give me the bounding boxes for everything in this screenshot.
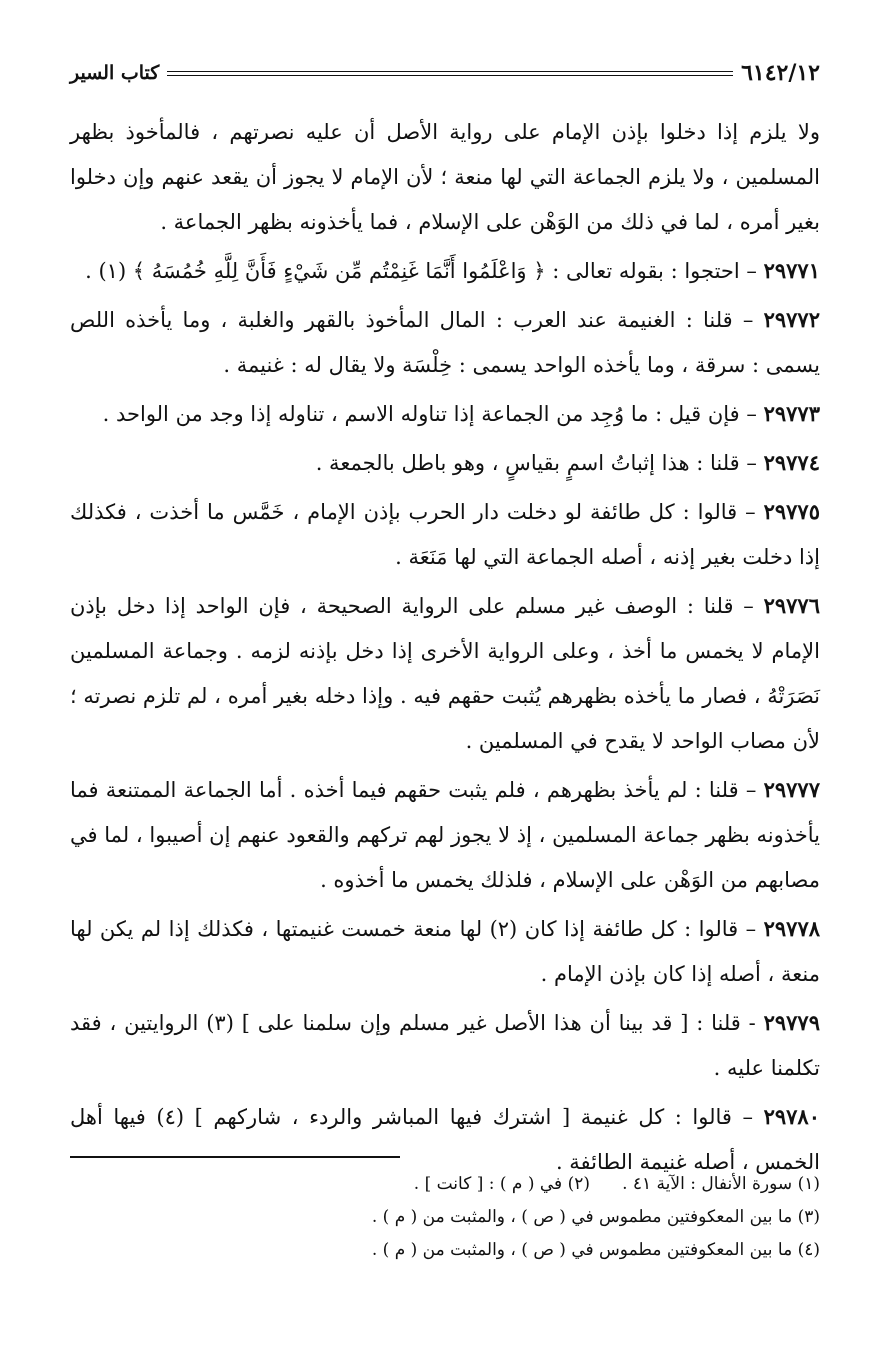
footnote-1: (١) سورة الأنفال : الآية ٤١ . — [622, 1174, 820, 1194]
paragraph — [70, 583, 820, 764]
footnote-3: (٣) ما بين المعكوفتين مطموس في ( ص ) ، والمثبت من ( م ) . — [371, 1207, 820, 1227]
paragraph — [70, 1000, 820, 1091]
footnotes — [70, 1168, 820, 1267]
paragraph-number: ٢٩٧٧٨ — [763, 916, 821, 941]
book-page — [70, 56, 821, 1260]
paragraph-text: – احتجوا : بقوله تعالى : ﴿ وَاعْلَمُوا أَنَّمَا غَنِمْتُم مِّن شَيْءٍ فَأَنَّ لِلَّهِ خُمُسَهُ ﴾ (١) . — [85, 259, 757, 283]
footnote-4: (٤) ما بين المعكوفتين مطموس في ( ص ) ، والمثبت من ( م ) . — [371, 1240, 820, 1260]
paragraph — [70, 440, 820, 486]
footnote-2: (٢) في ( م ) : [ كانت ] . — [413, 1174, 590, 1194]
body-text — [70, 110, 820, 1185]
book-title: كتاب السير — [70, 62, 160, 84]
paragraph-number: ٢٩٧٨٠ — [763, 1104, 820, 1129]
paragraph — [70, 248, 820, 294]
paragraph-text: – قلنا : الوصف غير مسلم على الرواية الصحيحة ، فإن الواحد إذا دخل بإذن الإمام لا يخمس ما أخذ ، وعلى الرواية الأخرى إذا دخل بإذنه لزمه . وجماعة المسلمين نَصَرَتْهُ ، فصار ما يأخذه بظهرهم يُثبت حقهم فيه . وإذا دخله بغير أمره ، لم تلزم نصرته ؛ لأن مصاب الواحد لا يقدح في المسلمين . — [70, 594, 820, 753]
page-number: ٦١٤٢/١٢ — [741, 60, 820, 86]
paragraph-text: – فإن قيل : ما وُجِد من الجماعة إذا تناوله الاسم ، تناوله إذا وجد من الواحد . — [102, 402, 757, 426]
paragraph — [70, 767, 820, 903]
paragraph-number: ٢٩٧٧٤ — [763, 450, 820, 475]
footnote-row — [70, 1201, 820, 1234]
paragraph — [70, 297, 820, 388]
paragraph-number: ٢٩٧٧٢ — [763, 307, 820, 332]
paragraph — [70, 489, 820, 580]
paragraph-number: ٢٩٧٧٧ — [763, 777, 820, 802]
paragraph-text: – قلنا : الغنيمة عند العرب : المال المأخوذ بالقهر والغلبة ، وما يأخذه اللص يسمى : سرقة ، وما يأخذه الواحد يسمى : خِلْسَة ولا يقال له : غنيمة . — [70, 308, 820, 377]
footnote-row — [70, 1168, 820, 1201]
paragraph-text: – قالوا : كل طائفة إذا كان (٢) لها منعة خمست غنيمتها ، فكذلك إذا لم يكن لها منعة ، أصله إذا كان بإذن الإمام . — [70, 917, 820, 986]
paragraph — [70, 906, 820, 997]
paragraph-text: – قالوا : كل طائفة لو دخلت دار الحرب بإذن الإمام ، خَمَّس ما أخذت ، فكذلك إذا دخلت بغير إذنه ، أصله الجماعة التي لها مَنَعَة . — [70, 500, 820, 569]
header-rule — [167, 71, 733, 76]
footnote-rule — [70, 1156, 400, 1158]
running-header — [70, 56, 820, 90]
paragraph-number: ٢٩٧٧١ — [763, 258, 820, 283]
paragraph-text: – قالوا : كل غنيمة [ اشترك فيها المباشر والردء ، شاركهم ] (٤) فيها أهل الخمس ، أصله غنيمة الطائفة . — [70, 1105, 820, 1174]
paragraph-text: – قلنا : لم يأخذ بظهرهم ، فلم يثبت حقهم فيما أخذه . أما الجماعة الممتنعة فما يأخذونه بظهر جماعة المسلمين ، إذ لا يجوز لهم تركهم والقعود عنهم إن أصيبوا ، لما في مصابهم من الوَهْن على الإسلام ، فلذلك يخمس ما أخذوه . — [70, 778, 820, 892]
paragraph-number: ٢٩٧٧٩ — [763, 1010, 820, 1035]
paragraph — [70, 391, 820, 437]
paragraph-text: ولا يلزم إذا دخلوا بإذن الإمام على رواية الأصل أن عليه نصرتهم ، فالمأخوذ بظهر المسلمين ، ولا يلزم الجماعة التي لها منعة ؛ لأن الإمام لا يجوز أن يقعد عنهم وإن دخلوا بغير أمره ، لما في ذلك من الوَهْن على الإسلام ، فما يأخذونه بظهر الجماعة . — [70, 120, 820, 234]
paragraph-text: - قلنا : [ قد بينا أن هذا الأصل غير مسلم وإن سلمنا على ] (٣) الروايتين ، فقد تكلمنا عليه . — [70, 1011, 820, 1080]
paragraph-number: ٢٩٧٧٦ — [763, 593, 820, 618]
footnote-row — [70, 1234, 820, 1267]
paragraph-number: ٢٩٧٧٥ — [763, 499, 820, 524]
paragraph — [70, 110, 820, 245]
paragraph-number: ٢٩٧٧٣ — [763, 401, 820, 426]
paragraph-text: – قلنا : هذا إثباتُ اسمٍ بقياسٍ ، وهو باطل بالجمعة . — [315, 451, 757, 475]
